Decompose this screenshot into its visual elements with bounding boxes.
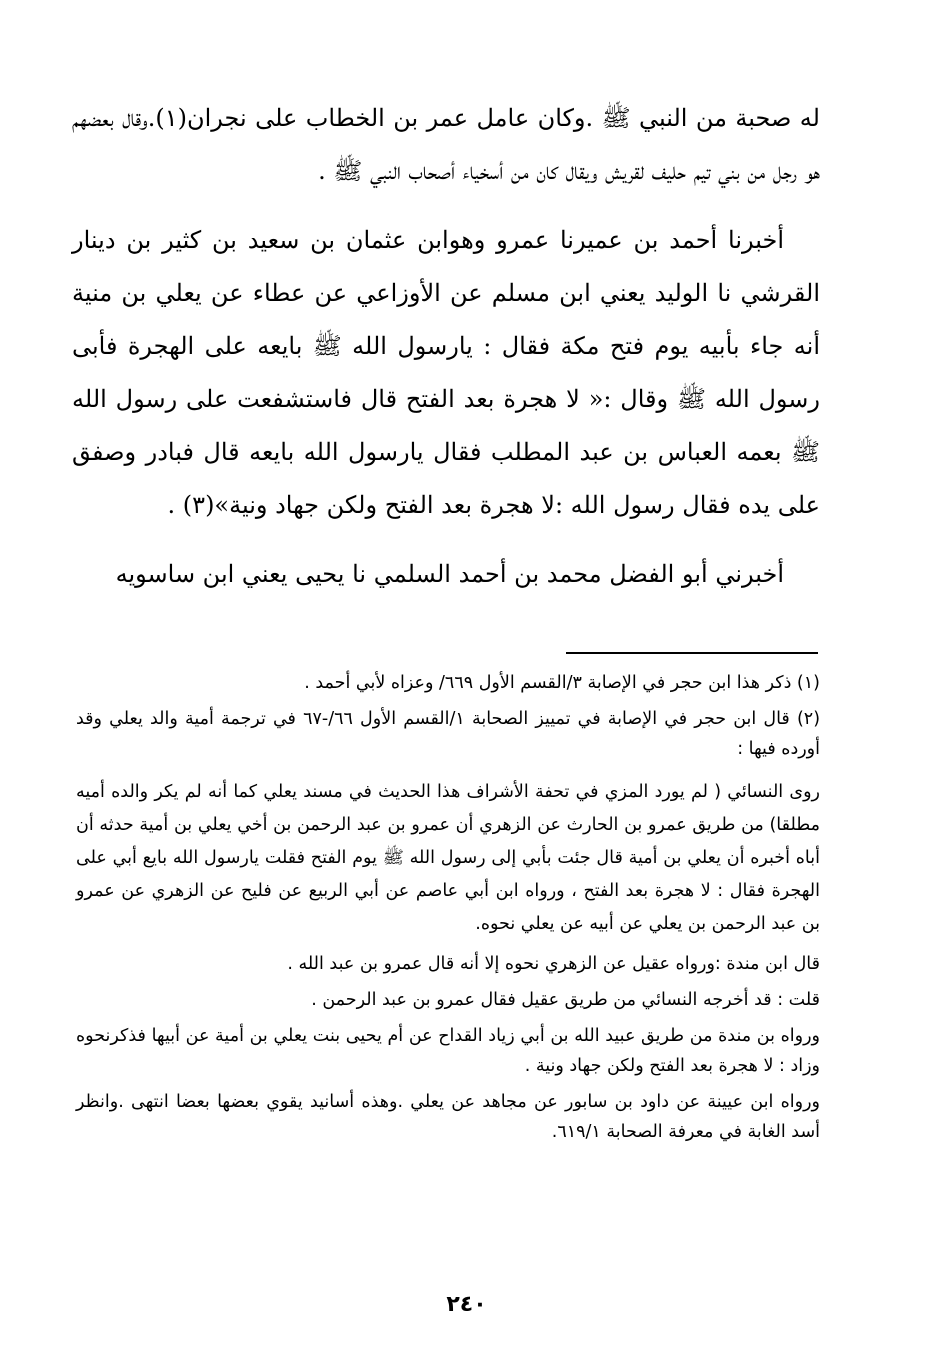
main-text	[72, 92, 820, 601]
footnote-note-ibn-mandah: قال ابن مندة :ورواه عقيل عن الزهري نحوه إلا أنه قال عمرو بن عبد الله .	[287, 954, 820, 974]
footnote-2: (٢) قال ابن حجر في الإصابة في تمييز الصحابة ١/القسم الأول ٦٦/-٦٧ في ترجمة أمية والد يعلي وقد أورده فيها :	[76, 709, 821, 759]
footnote-1: (١) ذكر هذا ابن حجر في الإصابة ٣/القسم الأول ٦٦٩/ وعزاه لأبي أحمد .	[304, 673, 820, 693]
main-paragraph-1: له صحبة من النبي ﷺ .وكان عامل عمر بن الخطاب على نجران(١).وقال بعضهم هو رجل من بني تيم حليف لقريش ويقال كان من أسخياء أصحاب النبي ﷺ .	[72, 104, 820, 185]
main-paragraph-3: أخبرني أبو الفضل محمد بن أحمد السلمي نا يحيى يعني ابن ساسويه	[115, 560, 784, 588]
footnote-divider	[566, 652, 818, 654]
page-number: ٢٤٠	[446, 1292, 487, 1317]
footnote-note-uyaynah: ورواه ابن عيينة عن داود بن سابور عن مجاهد عن يعلي .وهذه أسانيد يقوي بعضها بعضا انتهى .وانظر أسد الغابة في معرفة الصحابة ٦١٩/١.	[76, 1092, 820, 1142]
footnote-note-qaddah: ورواه بن مندة من طريق عبيد الله بن أبي زياد القداح عن أم يحيى بنت يعلي بن أمية عن أبيها فذكرنحوه وزاد : لا هجرة بعد الفتح ولكن جهاد ونية .	[76, 1026, 820, 1076]
footnote-note-qultu: قلت : قد أخرجه النسائي من طريق عقيل فقال عمرو بن عبد الرحمن .	[311, 990, 820, 1010]
footnote-quote: روى النسائي ( لم يورد المزي في تحفة الأشراف هذا الحديث في مسند يعلي كما أنه لم يكر والده أميه مطلقا) من طريق عمرو بن الحارث عن الزهري أن عمرو بن عبد الرحمن بن أخي يعلي بن أمية حدثه أن أباه أخبره أن يعلي بن أمية قال جئت بأبي إلى رسول الله ﷺ يوم الفتح فقلت يارسول الله بايع أبي على الهجرة فقال : لا هجرة بعد الفتح ، ورواه ابن أبي عاصم عن أبي الربيع عن فليح عن الزهري عن عمرو بن عبد الرحمن بن يعلي عن أبيه عن يعلي نحوه.	[76, 782, 820, 934]
main-paragraph-2: أخبرنا أحمد بن عميرنا عمرو وهوابن عثمان بن سعيد بن كثير بن دينار القرشي نا الوليد يعني ابن مسلم عن الأوزاعي عن عطاء عن يعلي بن منية أنه جاء بأبيه يوم فتح مكة فقال : يارسول الله ﷺ بايعه على الهجرة فأبى رسول الله ﷺ وقال :« لا هجرة بعد الفتح قال فاستشفعت على رسول الله ﷺ بعمه العباس بن عبد المطلب فقال يارسول الله بايعه قال فبادر وصفق على يده فقال رسول الله :لا هجرة بعد الفتح ولكن جهاد ونية»(٣) .	[72, 226, 821, 519]
footnotes	[76, 668, 820, 1153]
